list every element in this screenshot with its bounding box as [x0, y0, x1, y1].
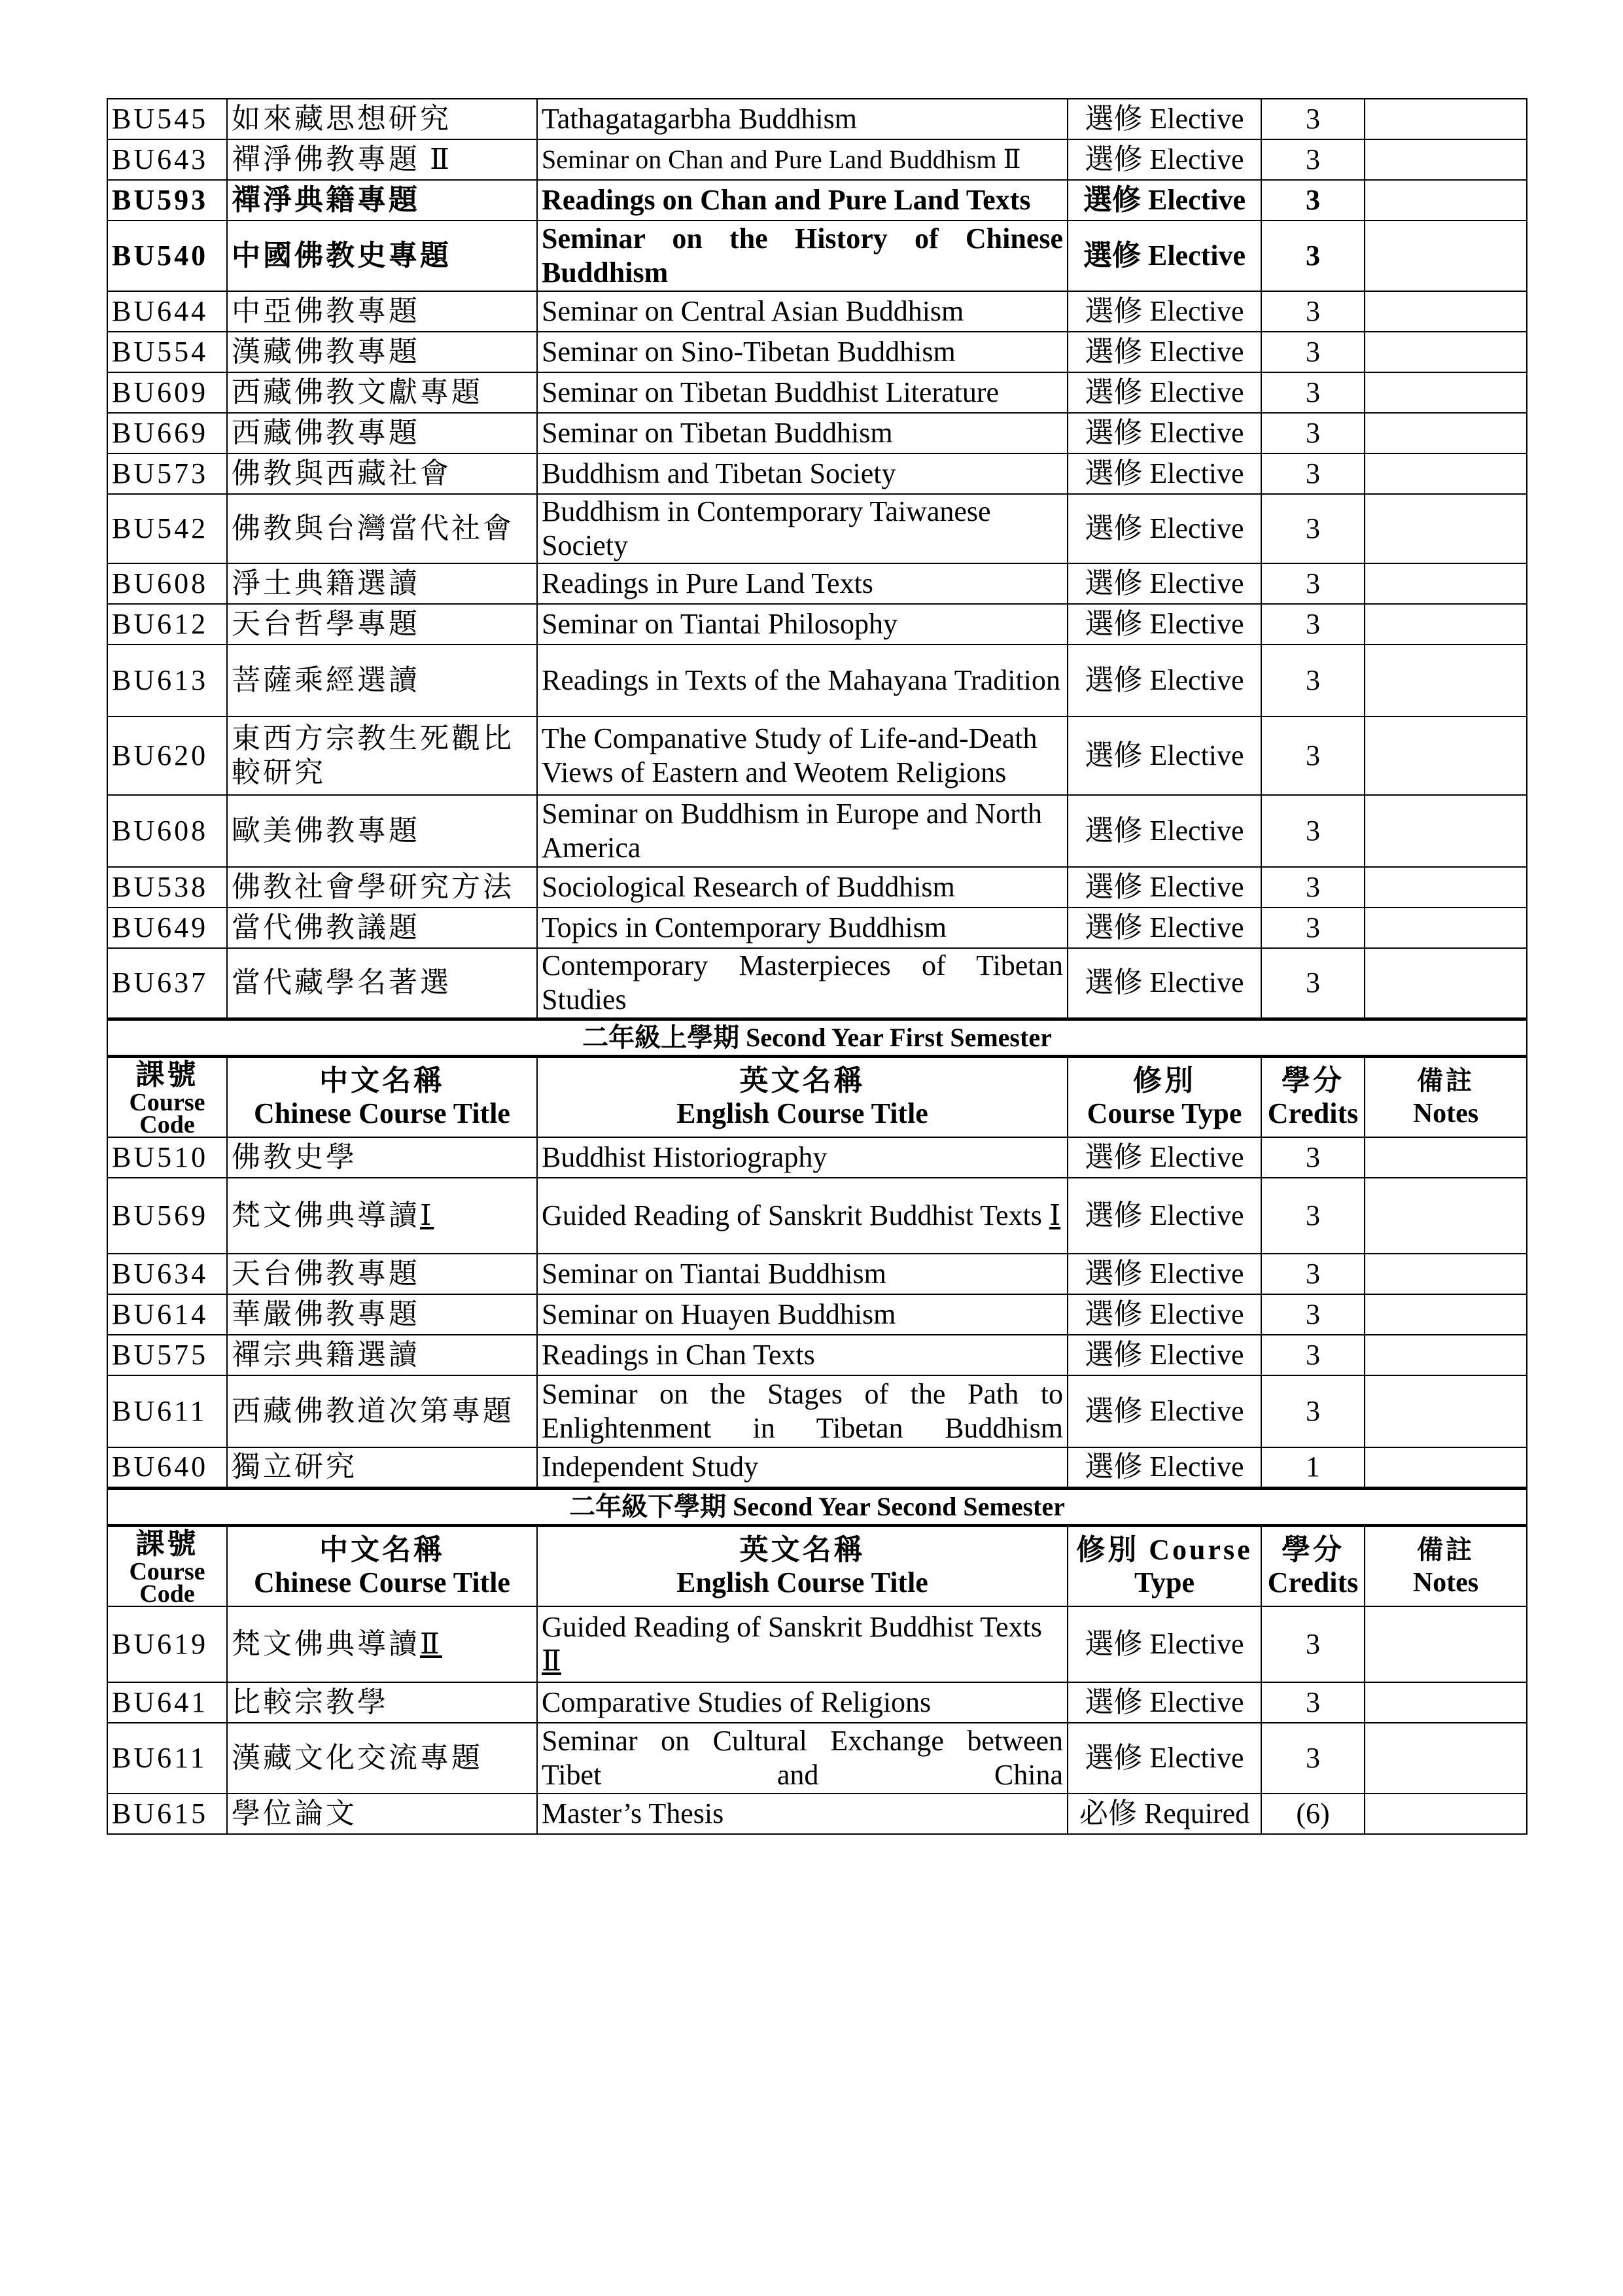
english-title: Independent Study [537, 1447, 1068, 1488]
chinese-title: 中國佛教史專題 [227, 221, 537, 291]
course-row [107, 372, 1527, 413]
chinese-title: 中亞佛教專題 [227, 291, 537, 332]
credits: 3 [1261, 604, 1365, 645]
chinese-title: 天台哲學專題 [227, 604, 537, 645]
course-type: 選修 Elective [1068, 494, 1261, 563]
course-code: BU540 [107, 221, 227, 291]
course-row [107, 180, 1527, 221]
course-row [107, 1682, 1527, 1723]
course-type: 選修 Elective [1068, 867, 1261, 908]
course-row [107, 221, 1527, 291]
chinese-title: 歐美佛教專題 [227, 795, 537, 867]
credits: 3 [1261, 1254, 1365, 1294]
chinese-title: 禪淨佛教專題 Ⅱ [227, 139, 537, 180]
notes [1365, 1335, 1527, 1375]
semester-title: 二年級上學期 Second Year First Semester [107, 1019, 1527, 1056]
credits: 3 [1261, 494, 1365, 563]
credits: 3 [1261, 1723, 1365, 1793]
english-title: Seminar on Sino-Tibetan Buddhism [537, 332, 1068, 372]
credits: 3 [1261, 1335, 1365, 1375]
chinese-title: 西藏佛教道次第專題 [227, 1375, 537, 1447]
notes [1365, 413, 1527, 453]
english-title: Seminar on Huayen Buddhism [537, 1294, 1068, 1335]
course-code: BU575 [107, 1335, 227, 1375]
chinese-title: 梵文佛典導讀Ⅱ [227, 1606, 537, 1682]
english-title: Readings in Pure Land Texts [537, 563, 1068, 604]
header-credits-en: Credits [1267, 1097, 1359, 1129]
chinese-title: 佛教與台灣當代社會 [227, 494, 537, 563]
english-title: Seminar on Cultural Exchange between Tibet and China [537, 1723, 1068, 1793]
course-code: BU620 [107, 716, 227, 795]
course-row [107, 908, 1527, 948]
column-header-row [107, 1056, 1527, 1137]
course-type: 選修 Elective [1068, 1723, 1261, 1793]
course-table-body [107, 99, 1527, 1834]
course-code: BU649 [107, 908, 227, 948]
course-row [107, 1335, 1527, 1375]
course-code: BU611 [107, 1375, 227, 1447]
header-credits [1261, 1525, 1365, 1606]
chinese-title: 禪淨典籍專題 [227, 180, 537, 221]
course-code: BU613 [107, 645, 227, 716]
english-title: Buddhist Historiography [537, 1137, 1068, 1178]
header-english-title-zh: 英文名稱 [739, 1064, 865, 1097]
course-type: 選修 Elective [1068, 453, 1261, 494]
notes [1365, 563, 1527, 604]
course-type: 選修 Elective [1068, 908, 1261, 948]
english-title: The Companative Study of Life-and-Death Views of Eastern and Weotem Religions [537, 716, 1068, 795]
header-course-type-en: Course Type [1087, 1097, 1242, 1129]
notes [1365, 1447, 1527, 1488]
chinese-title: 獨立研究 [227, 1447, 537, 1488]
header-notes-en: Notes [1412, 1567, 1479, 1598]
course-row [107, 332, 1527, 372]
semester-title: 二年級下學期 Second Year Second Semester [107, 1488, 1527, 1525]
chinese-title: 漢藏佛教專題 [227, 332, 537, 372]
course-table [107, 98, 1527, 1835]
notes [1365, 99, 1527, 139]
credits: 3 [1261, 1294, 1365, 1335]
chinese-title: 華嚴佛教專題 [227, 1294, 537, 1335]
course-type: 選修 Elective [1068, 563, 1261, 604]
course-row [107, 795, 1527, 867]
chinese-title: 如來藏思想研究 [227, 99, 537, 139]
credits: 1 [1261, 1447, 1365, 1488]
course-row [107, 1254, 1527, 1294]
header-chinese-title [227, 1525, 537, 1606]
course-code: BU615 [107, 1793, 227, 1834]
course-type: 選修 Elective [1068, 604, 1261, 645]
course-code: BU609 [107, 372, 227, 413]
course-type: 選修 Elective [1068, 645, 1261, 716]
chinese-title: 西藏佛教專題 [227, 413, 537, 453]
course-row [107, 1606, 1527, 1682]
header-credits-zh: 學分 [1282, 1064, 1344, 1097]
notes [1365, 332, 1527, 372]
header-chinese-title-zh: 中文名稱 [319, 1533, 445, 1566]
english-title: Topics in Contemporary Buddhism [537, 908, 1068, 948]
header-course-type-en: Type [1134, 1566, 1195, 1598]
credits: 3 [1261, 948, 1365, 1019]
notes [1365, 1723, 1527, 1793]
credits: 3 [1261, 332, 1365, 372]
course-code: BU611 [107, 1723, 227, 1793]
course-code: BU640 [107, 1447, 227, 1488]
english-title: Contemporary Masterpieces of Tibetan Studies [537, 948, 1068, 1019]
header-notes-en: Notes [1412, 1098, 1479, 1129]
english-title: Guided Reading of Sanskrit Buddhist Texts Ⅰ [537, 1178, 1068, 1254]
course-row [107, 1178, 1527, 1254]
chinese-title: 天台佛教專題 [227, 1254, 537, 1294]
notes [1365, 180, 1527, 221]
roman-numeral: Ⅰ [420, 1199, 434, 1231]
course-code: BU614 [107, 1294, 227, 1335]
course-type: 選修 Elective [1068, 139, 1261, 180]
header-english-title [537, 1056, 1068, 1137]
course-type: 選修 Elective [1068, 1606, 1261, 1682]
header-credits-en: Credits [1267, 1566, 1359, 1598]
notes [1365, 716, 1527, 795]
roman-numeral: Ⅱ [420, 1628, 442, 1660]
notes [1365, 1294, 1527, 1335]
notes [1365, 221, 1527, 291]
header-chinese-title-zh: 中文名稱 [319, 1064, 445, 1097]
english-title: Seminar on Buddhism in Europe and North America [537, 795, 1068, 867]
course-type: 選修 Elective [1068, 716, 1261, 795]
course-type: 選修 Elective [1068, 1447, 1261, 1488]
course-type: 選修 Elective [1068, 1178, 1261, 1254]
english-title: Comparative Studies of Religions [537, 1682, 1068, 1723]
notes [1365, 645, 1527, 716]
english-title: Readings on Chan and Pure Land Texts [537, 180, 1068, 221]
course-type: 選修 Elective [1068, 1375, 1261, 1447]
header-notes-zh: 備註 [1417, 1534, 1475, 1564]
course-row [107, 948, 1527, 1019]
header-english-title-en: English Course Title [676, 1566, 928, 1598]
english-title: Seminar on Tiantai Buddhism [537, 1254, 1068, 1294]
notes [1365, 1254, 1527, 1294]
course-code: BU542 [107, 494, 227, 563]
course-code: BU608 [107, 795, 227, 867]
course-type: 選修 Elective [1068, 332, 1261, 372]
header-course-code [107, 1056, 227, 1137]
course-code: BU573 [107, 453, 227, 494]
chinese-title: 當代佛教議題 [227, 908, 537, 948]
course-code: BU593 [107, 180, 227, 221]
notes [1365, 494, 1527, 563]
credits: 3 [1261, 453, 1365, 494]
credits: 3 [1261, 221, 1365, 291]
header-english-title-en: English Course Title [676, 1097, 928, 1129]
chinese-title: 西藏佛教文獻專題 [227, 372, 537, 413]
course-code: BU545 [107, 99, 227, 139]
credits: 3 [1261, 716, 1365, 795]
course-code: BU643 [107, 139, 227, 180]
course-row [107, 1375, 1527, 1447]
course-type: 選修 Elective [1068, 1335, 1261, 1375]
english-title: Seminar on Chan and Pure Land Buddhism Ⅱ [537, 139, 1068, 180]
credits: 3 [1261, 99, 1365, 139]
course-type: 選修 Elective [1068, 948, 1261, 1019]
course-type: 選修 Elective [1068, 372, 1261, 413]
course-type: 選修 Elective [1068, 1137, 1261, 1178]
header-course-code-en: Course Code [129, 1088, 205, 1137]
notes [1365, 867, 1527, 908]
notes [1365, 291, 1527, 332]
header-course-type-zh: 修別 Course [1076, 1533, 1253, 1566]
chinese-title: 比較宗教學 [227, 1682, 537, 1723]
english-title: Seminar on Tiantai Philosophy [537, 604, 1068, 645]
credits: 3 [1261, 1682, 1365, 1723]
course-type: 選修 Elective [1068, 1294, 1261, 1335]
course-code: BU608 [107, 563, 227, 604]
course-row [107, 1447, 1527, 1488]
notes [1365, 908, 1527, 948]
header-credits-zh: 學分 [1282, 1533, 1344, 1566]
header-chinese-title [227, 1056, 537, 1137]
header-notes [1365, 1525, 1527, 1606]
course-type: 選修 Elective [1068, 291, 1261, 332]
chinese-title: 菩薩乘經選讀 [227, 645, 537, 716]
english-title: Seminar on Central Asian Buddhism [537, 291, 1068, 332]
chinese-title: 佛教史學 [227, 1137, 537, 1178]
chinese-title: 漢藏文化交流專題 [227, 1723, 537, 1793]
header-chinese-title-en: Chinese Course Title [254, 1566, 510, 1598]
header-course-type [1068, 1056, 1261, 1137]
english-title: Seminar on Tibetan Buddhism [537, 413, 1068, 453]
english-title: Readings in Chan Texts [537, 1335, 1068, 1375]
course-type: 選修 Elective [1068, 1254, 1261, 1294]
course-code: BU637 [107, 948, 227, 1019]
course-row [107, 1723, 1527, 1793]
course-row [107, 413, 1527, 453]
header-english-title [537, 1525, 1068, 1606]
notes [1365, 948, 1527, 1019]
header-course-code-en: Course Code [129, 1557, 205, 1606]
course-code: BU669 [107, 413, 227, 453]
course-code: BU619 [107, 1606, 227, 1682]
notes [1365, 1682, 1527, 1723]
header-course-type-zh: 修別 [1133, 1064, 1196, 1097]
column-header-row [107, 1525, 1527, 1606]
chinese-title: 東西方宗教生死觀比較研究 [227, 716, 537, 795]
header-notes-zh: 備註 [1417, 1065, 1475, 1095]
course-type: 選修 Elective [1068, 1682, 1261, 1723]
english-title: Seminar on the History of Chinese Buddhism [537, 221, 1068, 291]
english-title: Readings in Texts of the Mahayana Tradition [537, 645, 1068, 716]
course-row [107, 1793, 1527, 1834]
course-code: BU612 [107, 604, 227, 645]
english-title: Seminar on the Stages of the Path to Enlightenment in Tibetan Buddhism [537, 1375, 1068, 1447]
credits: 3 [1261, 139, 1365, 180]
course-code: BU634 [107, 1254, 227, 1294]
english-title: Buddhism and Tibetan Society [537, 453, 1068, 494]
course-row [107, 645, 1527, 716]
credits: 3 [1261, 372, 1365, 413]
header-credits [1261, 1056, 1365, 1137]
credits: 3 [1261, 1178, 1365, 1254]
chinese-title: 佛教社會學研究方法 [227, 867, 537, 908]
credits: 3 [1261, 908, 1365, 948]
credits: (6) [1261, 1793, 1365, 1834]
credits: 3 [1261, 867, 1365, 908]
course-row [107, 563, 1527, 604]
credits: 3 [1261, 563, 1365, 604]
notes [1365, 1137, 1527, 1178]
header-course-code-zh: 課號 [135, 1058, 199, 1091]
course-row [107, 867, 1527, 908]
course-type: 選修 Elective [1068, 795, 1261, 867]
notes [1365, 453, 1527, 494]
notes [1365, 139, 1527, 180]
notes [1365, 795, 1527, 867]
roman-numeral: Ⅰ [1049, 1199, 1061, 1231]
course-row [107, 604, 1527, 645]
course-type: 選修 Elective [1068, 413, 1261, 453]
semester-heading [107, 1488, 1527, 1525]
english-title: Guided Reading of Sanskrit Buddhist Texts Ⅱ [537, 1606, 1068, 1682]
chinese-title: 學位論文 [227, 1793, 537, 1834]
english-title: Tathagatagarbha Buddhism [537, 99, 1068, 139]
semester-heading [107, 1019, 1527, 1056]
chinese-title: 梵文佛典導讀Ⅰ [227, 1178, 537, 1254]
english-title: Master’s Thesis [537, 1793, 1068, 1834]
course-row [107, 453, 1527, 494]
course-row [107, 1294, 1527, 1335]
course-type: 選修 Elective [1068, 221, 1261, 291]
credits: 3 [1261, 180, 1365, 221]
credits: 3 [1261, 645, 1365, 716]
chinese-title: 禪宗典籍選讀 [227, 1335, 537, 1375]
roman-numeral: Ⅱ [542, 1645, 561, 1677]
chinese-title: 淨土典籍選讀 [227, 563, 537, 604]
credits: 3 [1261, 1375, 1365, 1447]
credits: 3 [1261, 413, 1365, 453]
header-english-title-zh: 英文名稱 [739, 1533, 865, 1566]
course-row [107, 99, 1527, 139]
credits: 3 [1261, 291, 1365, 332]
english-title: Seminar on Tibetan Buddhist Literature [537, 372, 1068, 413]
credits: 3 [1261, 1137, 1365, 1178]
course-row [107, 139, 1527, 180]
notes [1365, 372, 1527, 413]
header-course-type [1068, 1525, 1261, 1606]
course-code: BU569 [107, 1178, 227, 1254]
course-code: BU644 [107, 291, 227, 332]
credits: 3 [1261, 795, 1365, 867]
header-course-code [107, 1525, 227, 1606]
chinese-title: 佛教與西藏社會 [227, 453, 537, 494]
english-title: Sociological Research of Buddhism [537, 867, 1068, 908]
notes [1365, 1793, 1527, 1834]
notes [1365, 1178, 1527, 1254]
course-code: BU510 [107, 1137, 227, 1178]
english-title: Buddhism in Contemporary Taiwanese Society [537, 494, 1068, 563]
header-notes [1365, 1056, 1527, 1137]
course-type: 必修 Required [1068, 1793, 1261, 1834]
course-row [107, 494, 1527, 563]
chinese-title: 當代藏學名著選 [227, 948, 537, 1019]
course-code: BU554 [107, 332, 227, 372]
course-type: 選修 Elective [1068, 99, 1261, 139]
header-chinese-title-en: Chinese Course Title [254, 1097, 510, 1129]
course-row [107, 716, 1527, 795]
notes [1365, 1375, 1527, 1447]
course-type: 選修 Elective [1068, 180, 1261, 221]
credits: 3 [1261, 1606, 1365, 1682]
notes [1365, 604, 1527, 645]
course-code: BU538 [107, 867, 227, 908]
header-course-code-zh: 課號 [135, 1527, 199, 1560]
course-row [107, 291, 1527, 332]
course-code: BU641 [107, 1682, 227, 1723]
course-row [107, 1137, 1527, 1178]
notes [1365, 1606, 1527, 1682]
